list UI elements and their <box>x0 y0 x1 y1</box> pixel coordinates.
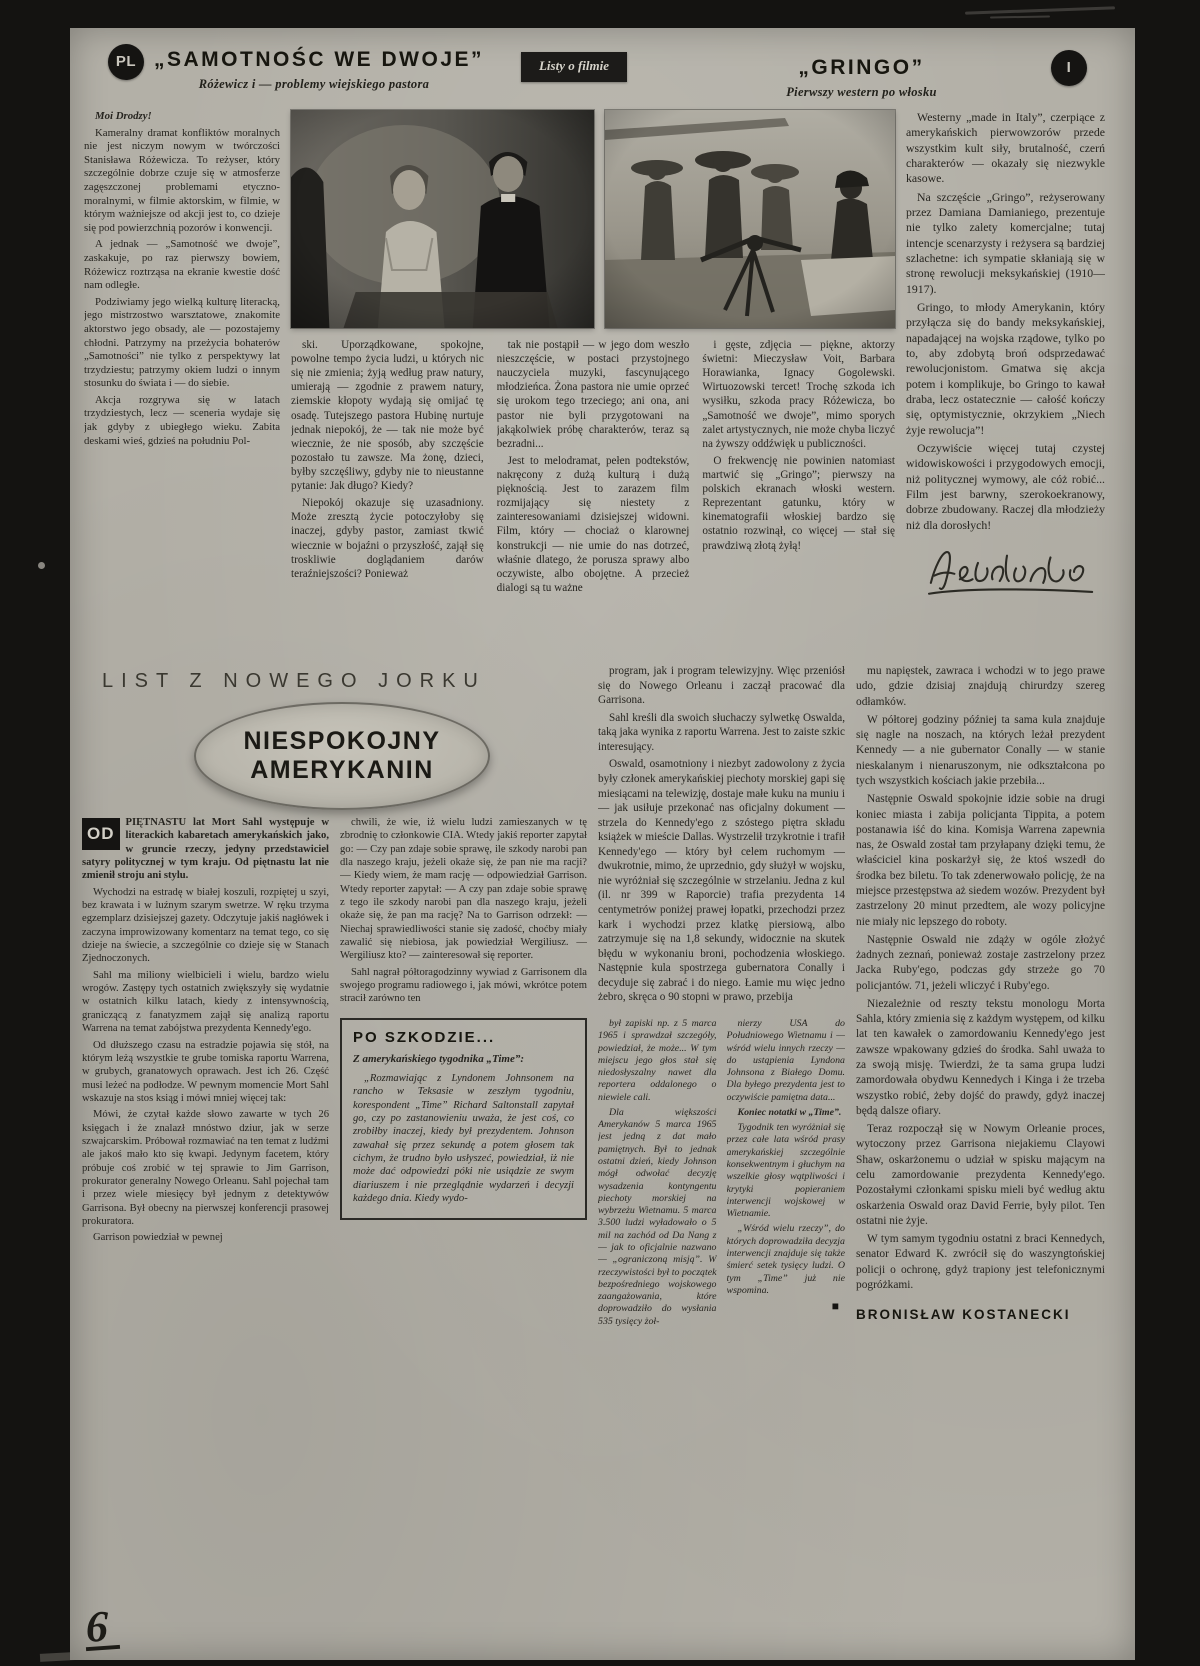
gringo-headline-block <box>674 56 1095 100</box>
article-paragraph: Sahl nagrał półtoragodzinny wywiad z Garrisonem dla swojego programu radiowego i, jak mówi, wkrótce potem stracił zarówno ten <box>340 966 587 1005</box>
lead-paragraph <box>82 816 329 883</box>
letter-kicker: LIST Z NOWEGO JORKU <box>102 670 486 692</box>
article-paragraph: Westerny „made in Italy”, czerpiące z amerykańskich pierwowzorów przede wszystkim kult siły, brutalność, czerń charakterów — okazały się niezwykle kasowe. <box>906 110 1105 186</box>
samotnosc-subtitle: Różewicz i — problemy wiejskiego pastora <box>198 77 430 91</box>
scan-artifact-dot <box>38 562 45 569</box>
article-paragraph: W tym samym tygodniu ostatni z braci Kennedych, senator Edward K. zwrócił się do waszyngtońskiej policji o ochronę, gdyż trapiony jest telefonicznymi pogróżkami. <box>856 1233 1105 1291</box>
article-paragraph: Niezależnie od reszty tekstu monologu Morta Sahla, który zmienia się z każdym występem, od kilku lat ten kawałek o zamordowaniu Kennedy'ego jest zawsze wpakowany gdzieś do środka. Sahl uważa to za swoją misję. Twierdzi, że ta sama grupa ludzi zamordowała obydwu Kennedych i Kinga i że trzeba wszystko robić, żeby dojść do prawdy, gdyż inaczej będą dalsze ofiary. <box>856 997 1105 1117</box>
gringo-title: „GRINGO” <box>798 56 925 79</box>
article-paragraph: Podziwiamy jego wielką kulturę literacką, jego mistrzostwo warsztatowe, znakomite aktorstwo jego obsady, ale — pozostajemy chłodni. Patrzymy na przeżycia bohaterów „Samotności” nie tylko z perspektywy lat trzydziestu; patrzymy okiem ludzi o innym stosunku do świata i — do siebie. <box>84 295 280 390</box>
article-paragraph: Jest to melodramat, pełen podtekstów, nakręcony z dużą kulturą i dużą pięknością. Jest to zarazem film rozmijający się niestety z zainteresowaniami dzisiejszej widowni. Film, który — chociaż o klarownej konstrukcji — nie umie do nas dotrzeć, właśnie dlatego, że porusza sprawy albo oczywiste, albo obojętne. A przecież dialogi są tu ważne <box>496 454 690 594</box>
letter-title-oval <box>194 702 490 810</box>
article-end <box>727 1300 846 1313</box>
article-paragraph: tak nie postąpił — w jego dom weszło nieszczęście, w postaci przystojnego nauczyciela muzyki, fascynującego młodzieńca. Żona pastora nie umie oprzeć się urokom tego trzeciego; ani ona, ani pastor nie byli przygotowani na jakąkolwiek próbę charakterów, teraz są bezradni... <box>496 339 690 450</box>
film-stills <box>291 110 895 328</box>
review-column-4 <box>702 338 895 634</box>
review-middle-block <box>291 110 895 634</box>
section-label-wrap <box>474 52 674 82</box>
issue-badge: I <box>1051 50 1087 86</box>
article-paragraph: Od dłuższego czasu na estradzie pojawia się stół, na którym leżą wszystkie te grube tomiska raportu Warrena, w grubych, granatowych oprawach. Jest ich 26. Część musi leżeć na podłodze. W pewnym momencie Mort Sahl wskazuje na stos ksiąg i mówi mniej więcej tak: <box>82 1039 329 1104</box>
excerpt-paragraph: był zapiski np. z 5 marca 1965 i sprawdzał szczegóły, powiedział, że może... W tym miejscu jego głos stał się niedosłyszalny nawet dla reportera oddalonego o niewiele cali. <box>598 1017 717 1103</box>
lead-text: PIĘTNASTU lat Mort Sahl występuje w literackich kabaretach amerykańskich jako, w gruncie rzeczy, jedyny przedstawiciel satyry politycznej w tym kraju. Od piętnastu lat nie zmienił stroju ani stylu. <box>82 817 329 882</box>
review-column-3 <box>497 338 690 634</box>
samotnosc-title: „SAMOTNOŚC WE DWOJE” <box>154 48 485 71</box>
signature-aleksandra <box>924 543 1101 601</box>
article-paragraph: Oczywiście więcej tutaj czystej widowiskowości i przygodowych emocji, niż politycznej wymowy, ale cóż robić... Film jest barwny, szerokoekranowy, dobrze zbudowany. Raczej dla młodzieży niż dla dorosłych! <box>906 440 1105 532</box>
film-still-gringo <box>605 110 895 328</box>
article-paragraph: Sahl ma miliony wielbicieli i wielu, bardzo wielu wrogów. Zastępy tych ostatnich zwiększyły się wydatnie w ostatnich kilku latach, kiedy z intensywnością, graniczącą z fanatyzmem zajął się analizą raportu Warrena na temat zabójstwa prezydenta Kennedy'ego. <box>82 969 329 1035</box>
article-paragraph: O frekwencję nie powinien natomiast martwić się „Gringo”; pierwszy na polskich ekranach włoski western. Reprezentant gatunku, który w kinematografii włoskiej bardzo się ostatnio rozwinął, co więcej — stał się prawdziwą złotą żyłą! <box>702 454 895 552</box>
time-excerpt-continuation <box>598 1018 845 1610</box>
gringo-subtitle: Pierwszy western po włosku <box>786 85 937 99</box>
excerpt-paragraph: Dla większości Amerykanów 5 marca 1965 jest jedną z dat mało pamiętnych. Był to jednak ostatni dzień, kiedy Johnson mógł odwołać decyzję wysadzenia kontyngentu piechoty morskiej na wybrzeżu Wietnamu. 5 marca 3.500 ludzi wyładowało o 5 mil na zachód od Da Nang z — jak to oficjalnie nazwano — „ograniczoną misją”. W rzeczywistości był to początek bezpośredniego wojskowego zaangażowania, które doprowadziło do wysłania 535 tysięcy żoł- <box>598 1106 717 1327</box>
article-end-mark: ■ <box>831 1299 839 1314</box>
film-reviews-section <box>70 102 1135 650</box>
letter-column-2 <box>340 816 587 1610</box>
excerpt-column-b <box>727 1018 846 1610</box>
review-column-1 <box>84 110 280 634</box>
page-number: 6 <box>86 1601 120 1650</box>
excerpt-paragraph: Tygodnik ten wyróżniał się przez całe lata wśród prasy amerykańskiej szczególnie konsekwentnym i głuchym na wszelkie głosy wątpliwości i krytyki popieraniem interwencji wojskowej w Wietnamie. <box>726 1122 845 1220</box>
article-paragraph: Kameralny dramat konfliktów moralnych nie jest niczym nowym w twórczości Stanisława Różewicza. To reżyser, który szczególnie dobrze czuje się w atmosferze zagęszczonej problemami etyczno-moralnymi, w filmie aktorskim, w filmie, w którym ważniejsze od akcji jest to, co dzieje się pod powierzchnią pozorów i konwencji. <box>84 126 280 234</box>
article-paragraph: program, jak i program telewizyjny. Więc przeniósł się do Nowego Orleanu i zaczął pracować dla Garrisona. <box>598 665 845 707</box>
gringo-review-column <box>906 110 1105 634</box>
box-paragraph: „Rozmawiając z Lyndonem Johnsonem na rancho w Teksasie w zeszłym tygodniu, korespondent „Time” Richard Saltonstall zapytał go, czy po zastanowieniu uważa, że jest coś, co zrobiłby inaczej, kiedy był prezydentem. Johnson zawahał się przez sekundę a potem głosem tak cichym, że trudno było usłyszeć, powiedział, iż nie może dać odpowiedzi póki nie usiądzie ze swym diariuszem i nie przeglądnie wydarzeń i decyzji każdego dnia. Kiedy wydo- <box>353 1072 574 1204</box>
article-paragraph: Gringo, to młody Amerykanin, który przyłącza się do bandy meksykańskiej, napadającej na wojska rządowe, tylko po to, aby zdobytą broń odsprzedawać rewolucjonistom. Gmatwa się akcja potem i komplikuje, bo Gringo to kawał draba, lecz ostatecznie — całość kończy się, optymistycznie, okrzykiem „Niech żyje rewolucja”! <box>906 299 1105 437</box>
letter-left-columns <box>82 816 587 1610</box>
excerpt-column-a <box>598 1018 717 1610</box>
article-paragraph: Na szczęście „Gringo”, reżyserowany przez Damiana Damianiego, prezentuje nie tylko zalety komercjalne; tutaj intencje scenarzysty i reżysera są bardziej szlachetne: ich sympatie skłaniają się w stronę rewolucji meksykańskiej (1910—1917). <box>906 189 1105 296</box>
letter-column-3 <box>598 664 845 1610</box>
newspaper-page <box>70 28 1135 1660</box>
article-paragraph: chwili, że wie, iż wielu ludzi zamieszanych w tę zbrodnię to członkowie CIA. Wtedy jakiś reporter zapytał go: — Czy pan zdaje sobie sprawę, ile szkody narobi pan dla naszego kraju, jeżeli okaże się, że pan nie ma racji? — Kiedy wiem, że mam rację — odpowiedział Garrison. Wtedy reporter zapytał: — A czy pan zdaje sobie sprawę z tego ile szkody narobi pan dla naszego kraju, jeżeli okaże się, że pan ma rację? Na to Garrison odrzekł: — Niechaj sprawiedliwości stanie się zadość, choćby miały zawalić się niebiosa, jak powiedział Wergiliusz. — Wergiliusz kto? — zainteresował się reporter. <box>340 817 587 962</box>
letter-column-4 <box>856 664 1105 1610</box>
review-lower-columns <box>291 338 895 634</box>
pl-badge: PL <box>108 44 144 80</box>
dropcap-od: OD <box>82 818 120 850</box>
letter-left-half <box>82 664 587 1610</box>
article-paragraph: Następnie Oswald nie zdąży w ogóle złożyć żadnych zeznań, ponieważ zostaje zastrzelony przez Jacka Ruby'ego, podczas gdy strzeże go 70 policjantów. 71, jeżeli wliczyć i Ruby'ego. <box>856 933 1105 992</box>
salutation: Moi Drodzy! <box>95 110 152 122</box>
letter-title-line2: AMERYKANIN <box>250 756 434 784</box>
article-paragraph: Oswald, osamotniony i niezbyt zadowolony z życia były członek amerykańskiej piechoty morskiej gapi się miesiącami na telewizję, dostaje małe kuku na muniu i — jak usiłuje przekonać nas oficjalny dokument — strzela do Kennedy'ego z szóstego piętra składu książek w mieście Dallas. Wystrzelił trzykrotnie i trafił Kennedy'ego — który był celem ruchomym — dwukrotnie, mimo, że uprzednio, gdy służył w wojsku, nie wyróżniał się szczególnie w strzelaniu. Jedna z kul (il. nr 399 w Raporcie) trafia prezydenta 14 centymetrów poniżej prawej łopatki, przechodzi przez kark i wychodzi przez klatkę piersiową, albo zatrzymuje się na 1,8 sekundy, widocznie na skutek błędu w wykonaniu broni, pochodzenia włoskiego. Następnie kula spostrzega gubernatora Conally i decyduje się zabrać i do niego. Łamie mu więc jedno żebro, skręca o 90 stopni w prawo, przebija <box>598 758 845 1004</box>
article-paragraph: mu napięstek, zawraca i wchodzi w to jego prawe udo, gdzie dzisiaj znajdują chirurdzy szereg odłamków. <box>856 665 1105 708</box>
box-source: Z amerykańskiego tygodnika „Time”: <box>353 1052 524 1065</box>
byline: BRONISŁAW KOSTANECKI <box>856 1307 1071 1323</box>
po-szkodzie-box <box>340 1018 587 1220</box>
article-paragraph: Wychodzi na estradę w białej koszuli, rozpiętej u szyi, bez krawata i w luźnym szarym swetrze. W ręku trzyma egzemplarz dzisiejszej gazety. Odczytuje jakiś nagłówek i zaczyna improwizowany komentarz na temat tego, co się dzieje na świecie, a szczególnie co dzieje się w Stanach Zjednoczonych. <box>82 886 329 965</box>
listy-o-filmie-label: Listy o filmie <box>521 52 627 82</box>
article-paragraph: ski. Uporządkowane, spokojne, powolne tempo życia ludzi, u których nic się nie zmienia; żyją według praw natury, umierają — zgodnie z prawem natury, ziemskie kłopoty wydają się omijać tę osadę. Tutejszego pastora Hubinę nurtuje jednak niepokój, że — tak nie może być wiecznie, że nie sposób, aby szczęście pozostało tu zawsze. Ma żonę, dzieci, byłby szczęśliwy, gdyby nie to nieustanne pytanie: Jak długo? Kiedy? <box>291 339 484 493</box>
article-paragraph: i gęste, zdjęcia — piękne, aktorzy świetni: Mieczysław Voit, Barbara Horawianka, Ignacy Gogolewski. Wirtuozowski tercet! Trochę szkoda ich wysiłku, szkoda pracy Różewicza, bo „Samotność we dwoje”, mimo sporych zalet artystycznych, nie może chyba liczyć na żywszy oddźwięk u publiczności. <box>702 339 895 450</box>
article-paragraph: Sahl kreśli dla swoich słuchaczy sylwetkę Oswalda, taką jaka wynika z raportu Warrena. Jest to zaiste szkic interesujący. <box>598 711 845 753</box>
article-paragraph: Niepokój okazuje się uzasadniony. Może zresztą życie potoczyłoby się inaczej, gdyby pastor, zamiast tkwić wiecznie w bojaźni o przyszłość, zajął się troskliwie doglądaniem darów teraźniejszości? Ponieważ <box>291 497 484 580</box>
page-header <box>70 28 1135 102</box>
film-still-samotnosc <box>291 110 594 328</box>
scan-artifact <box>990 15 1050 18</box>
box-title: PO SZKODZIE... <box>353 1028 496 1046</box>
article-paragraph: A jednak — „Samotność we dwoje”, zaskakuje, po raz pierwszy bowiem, Różewicz roztrząsa na ekranie kwestie dość nam odległe. <box>84 238 280 292</box>
excerpt-paragraph: nierzy USA do Południowego Wietnamu i — wśród wielu innych rzeczy — do ustąpienia Lyndona Johnsona z Białego Domu. Dla byłego prezydenta jest to oczywiście pamiętna data... <box>726 1017 845 1103</box>
article-paragraph: Teraz rozpoczął się w Nowym Orleanie proces, wytoczony przez Garrisona niejakiemu Clayowi Shaw, oskarżonemu o udział w spisku mającym na celu zamordowanie prezydenta Kennedy'ego. Pozostałymi członkami spisku mieli być według aktu oskarżenia Oswald oraz David Ferrie, były pilot. Ten ostatni nie żyje. <box>856 1123 1105 1227</box>
letter-header <box>82 664 587 816</box>
new-york-letter-section <box>70 650 1135 1610</box>
excerpt-paragraph: Koniec notatki w „Time”. <box>737 1106 842 1118</box>
samotnosc-headline-block <box>154 48 485 92</box>
review-column-2 <box>291 338 484 634</box>
article-paragraph: W półtorej godziny później ta sama kula znajduje się nagle na noszach, na których leżał prezydent Kennedy — a nie gubernator Conally — w stanie nieskalanym i nienaruszonym, nie odkształcona po tych wszystkich kościach jakie przebiła... <box>856 713 1105 787</box>
article-paragraph: Mówi, że czytał każde słowo zawarte w tych 26 księgach i że znalazł mnóstwo dziur, jak w serze szwajcarskim. Próbował rozmawiać na ten temat z ludźmi ale jakoś mało kto się kwapi. Jedynym facetem, który próbuje coś zrobić w tej sprawie to Jim Garrison, prokurator generalny Nowego Orleanu. Sahl pojechał tam i przez wiele miesięcy był jednym z detektywów Garrisona. Był obecny na pierwszej konferencji prasowej prokuratora. <box>82 1109 329 1227</box>
scan-artifact <box>965 6 1115 14</box>
article-paragraph: Akcja rozgrywa się w latach trzydziestych, lecz — sceneria wydaje się jak gdyby z ubiegłego wieku. Zabita deskami wieś, gdzieś na południu Pol- <box>84 393 280 447</box>
letter-column-3-top <box>598 664 845 1008</box>
excerpt-paragraph: „Wśród wielu rzeczy”, do których doprowadziła decyzja interwencji znajduje się także śmierć setek tysięcy ludzi. O tym „Time” już nie wspomina. <box>726 1223 845 1296</box>
article-paragraph: Następnie Oswald spokojnie idzie sobie na drugi koniec miasta i zabija policjanta Tippita, a potem postanawia iść do kina. Komisja Warrena zapewnia nas, że Oswald został tam przyłapany dzięki temu, że właściciel kina poskarżył się, że ktoś wszedł do środka bez biletu. To tak zdenerwowało policję, że na miejsce przestępstwa aż siedem wozów. Prezydent był zastrzelony 20 minut przedtem, ale wozy policyjne nie miały nic lepszego do roboty. <box>856 793 1105 928</box>
letter-column-1 <box>82 816 329 1610</box>
article-paragraph: Garrison powiedział w pewnej <box>93 1232 223 1244</box>
letter-title-line1: NIESPOKOJNY <box>243 727 441 756</box>
